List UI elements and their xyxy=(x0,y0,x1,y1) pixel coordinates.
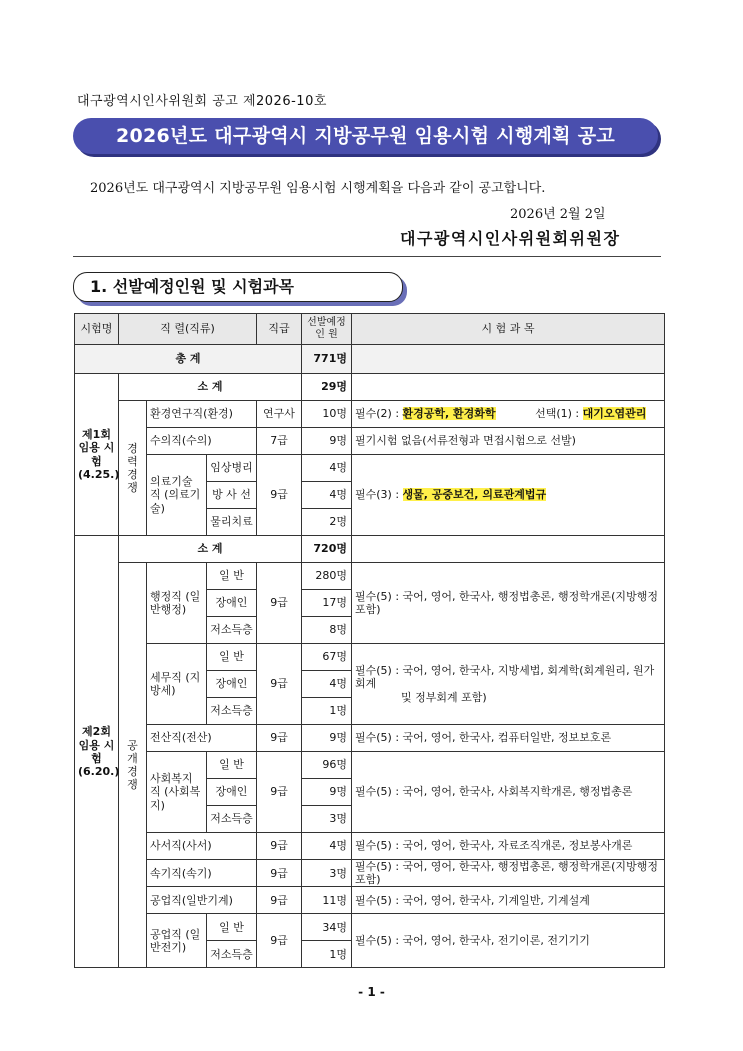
elec-sub: 일 반 xyxy=(207,914,257,941)
tax-sub: 저소득층 xyxy=(207,698,257,725)
exam1-type: 경력 경쟁 xyxy=(119,401,147,536)
it-grade: 9급 xyxy=(257,725,302,752)
mech-subjects: 필수(5) : 국어, 영어, 한국사, 기계일반, 기계설계 xyxy=(352,887,665,914)
med-count: 4명 xyxy=(302,455,352,482)
med-sub: 방 사 선 xyxy=(207,482,257,509)
env-count: 10명 xyxy=(302,401,352,428)
table-row xyxy=(75,536,665,563)
table-row xyxy=(75,374,665,401)
table-row xyxy=(75,752,665,779)
social-count: 96명 xyxy=(302,752,352,779)
env-subjects: 필수(2) : 환경공학, 환경화학 선택(1) : 대기오염관리 xyxy=(352,401,665,428)
total-count: 771명 xyxy=(302,345,352,374)
med-sub: 임상병리 xyxy=(207,455,257,482)
header-grade: 직급 xyxy=(257,314,302,345)
social-sub: 장애인 xyxy=(207,779,257,806)
med-count: 4명 xyxy=(302,482,352,509)
admin-sub: 저소득층 xyxy=(207,617,257,644)
tax-count: 67명 xyxy=(302,644,352,671)
env-required: 환경공학, 환경화학 xyxy=(402,407,496,421)
table-row xyxy=(75,887,665,914)
admin-count: 17명 xyxy=(302,590,352,617)
lib-position: 사서직(사서) xyxy=(147,833,257,860)
it-position: 전산직(전산) xyxy=(147,725,257,752)
med-required: 생물, 공중보건, 의료관계법규 xyxy=(402,488,547,502)
total-label: 총 계 xyxy=(75,345,302,374)
exam1-name: 제1회 임용 시험 (4.25.) xyxy=(75,374,119,536)
it-count: 9명 xyxy=(302,725,352,752)
notice-date: 2026년 2월 2일 xyxy=(510,207,606,222)
mech-position: 공업직(일반기계) xyxy=(147,887,257,914)
med-count: 2명 xyxy=(302,509,352,536)
admin-subjects: 필수(5) : 국어, 영어, 한국사, 행정법총론, 행정학개론(지방행정 포함) xyxy=(352,563,665,644)
page-number: - 1 - xyxy=(358,985,385,999)
elec-sub: 저소득층 xyxy=(207,941,257,968)
med-grade: 9급 xyxy=(257,455,302,536)
header-position: 직 렬(직류) xyxy=(119,314,257,345)
admin-count: 8명 xyxy=(302,617,352,644)
tax-count: 1명 xyxy=(302,698,352,725)
tax-subjects: 필수(5) : 국어, 영어, 한국사, 지방세법, 회계학(회계원리, 원가회계 및 정부회계 포함) xyxy=(352,644,665,725)
steno-count: 3명 xyxy=(302,860,352,887)
tax-position: 세무직 (지방세) xyxy=(147,644,207,725)
lib-grade: 9급 xyxy=(257,833,302,860)
tax-grade: 9급 xyxy=(257,644,302,725)
social-count: 3명 xyxy=(302,806,352,833)
vet-grade: 7급 xyxy=(257,428,302,455)
table-row xyxy=(75,860,665,887)
intro-text: 2026년도 대구광역시 지방공무원 임용시험 시행계획을 다음과 같이 공고합니다. xyxy=(90,181,546,196)
notice-number: 대구광역시인사위원회 공고 제2026-10호 xyxy=(77,94,327,109)
exam2-subtotal: 720명 xyxy=(302,536,352,563)
social-grade: 9급 xyxy=(257,752,302,833)
elec-grade: 9급 xyxy=(257,914,302,968)
mech-count: 11명 xyxy=(302,887,352,914)
divider xyxy=(73,256,661,257)
table-row xyxy=(75,725,665,752)
vet-position: 수의직(수의) xyxy=(147,428,257,455)
exam2-subtotal-label: 소 계 xyxy=(119,536,302,563)
header-subjects: 시 험 과 목 xyxy=(352,314,665,345)
section-heading-box xyxy=(73,272,403,302)
vet-subjects: 필기시험 없음(서류전형과 면접시험으로 선발) xyxy=(352,428,665,455)
exam2-name: 제2회 임용 시험 (6.20.) xyxy=(75,536,119,968)
admin-count: 280명 xyxy=(302,563,352,590)
social-sub: 저소득층 xyxy=(207,806,257,833)
exam-plan-table xyxy=(74,313,665,968)
title-banner xyxy=(73,118,658,154)
med-sub: 물리치료 xyxy=(207,509,257,536)
social-subjects: 필수(5) : 국어, 영어, 한국사, 사회복지학개론, 행정법총론 xyxy=(352,752,665,833)
document-title: 2026년도 대구광역시 지방공무원 임용시험 시행계획 공고 xyxy=(115,125,616,147)
med-subjects: 필수(3) : 생물, 공중보건, 의료관계법규 xyxy=(352,455,665,536)
steno-subjects: 필수(5) : 국어, 영어, 한국사, 행정법총론, 행정학개론(지방행정 포함) xyxy=(352,860,665,887)
env-optional: 대기오염관리 xyxy=(582,407,647,421)
social-position: 사회복지직 (사회복지) xyxy=(147,752,207,833)
exam1-subtotal-label: 소 계 xyxy=(119,374,302,401)
elec-subjects: 필수(5) : 국어, 영어, 한국사, 전기이론, 전기기기 xyxy=(352,914,665,968)
header-planned: 선발예정 인 원 xyxy=(302,314,352,345)
header-exam: 시험명 xyxy=(75,314,119,345)
table-row xyxy=(75,428,665,455)
tax-sub: 장애인 xyxy=(207,671,257,698)
admin-position: 행정직 (일반행정) xyxy=(147,563,207,644)
mech-grade: 9급 xyxy=(257,887,302,914)
med-position: 의료기술직 (의료기술) xyxy=(147,455,207,536)
tax-sub: 일 반 xyxy=(207,644,257,671)
table-row xyxy=(75,833,665,860)
exam1-subtotal: 29명 xyxy=(302,374,352,401)
section-title: 1. 선발예정인원 및 시험과목 xyxy=(90,277,294,296)
total-row xyxy=(75,345,665,374)
table-header-row xyxy=(75,314,665,345)
elec-position: 공업직 (일반전기) xyxy=(147,914,207,968)
lib-count: 4명 xyxy=(302,833,352,860)
elec-count: 34명 xyxy=(302,914,352,941)
admin-grade: 9급 xyxy=(257,563,302,644)
table-row xyxy=(75,455,665,482)
admin-sub: 장애인 xyxy=(207,590,257,617)
admin-sub: 일 반 xyxy=(207,563,257,590)
exam2-type: 공개 경쟁 xyxy=(119,563,147,968)
steno-grade: 9급 xyxy=(257,860,302,887)
social-count: 9명 xyxy=(302,779,352,806)
tax-count: 4명 xyxy=(302,671,352,698)
env-grade: 연구사 xyxy=(257,401,302,428)
table-row xyxy=(75,401,665,428)
issuer-name: 대구광역시인사위원회위원장 xyxy=(400,229,621,248)
env-position: 환경연구직(환경) xyxy=(147,401,257,428)
steno-position: 속기직(속기) xyxy=(147,860,257,887)
table-row xyxy=(75,644,665,671)
vet-count: 9명 xyxy=(302,428,352,455)
table-row xyxy=(75,563,665,590)
social-sub: 일 반 xyxy=(207,752,257,779)
it-subjects: 필수(5) : 국어, 영어, 한국사, 컴퓨터일반, 정보보호론 xyxy=(352,725,665,752)
table-row xyxy=(75,914,665,941)
elec-count: 1명 xyxy=(302,941,352,968)
lib-subjects: 필수(5) : 국어, 영어, 한국사, 자료조직개론, 정보봉사개론 xyxy=(352,833,665,860)
